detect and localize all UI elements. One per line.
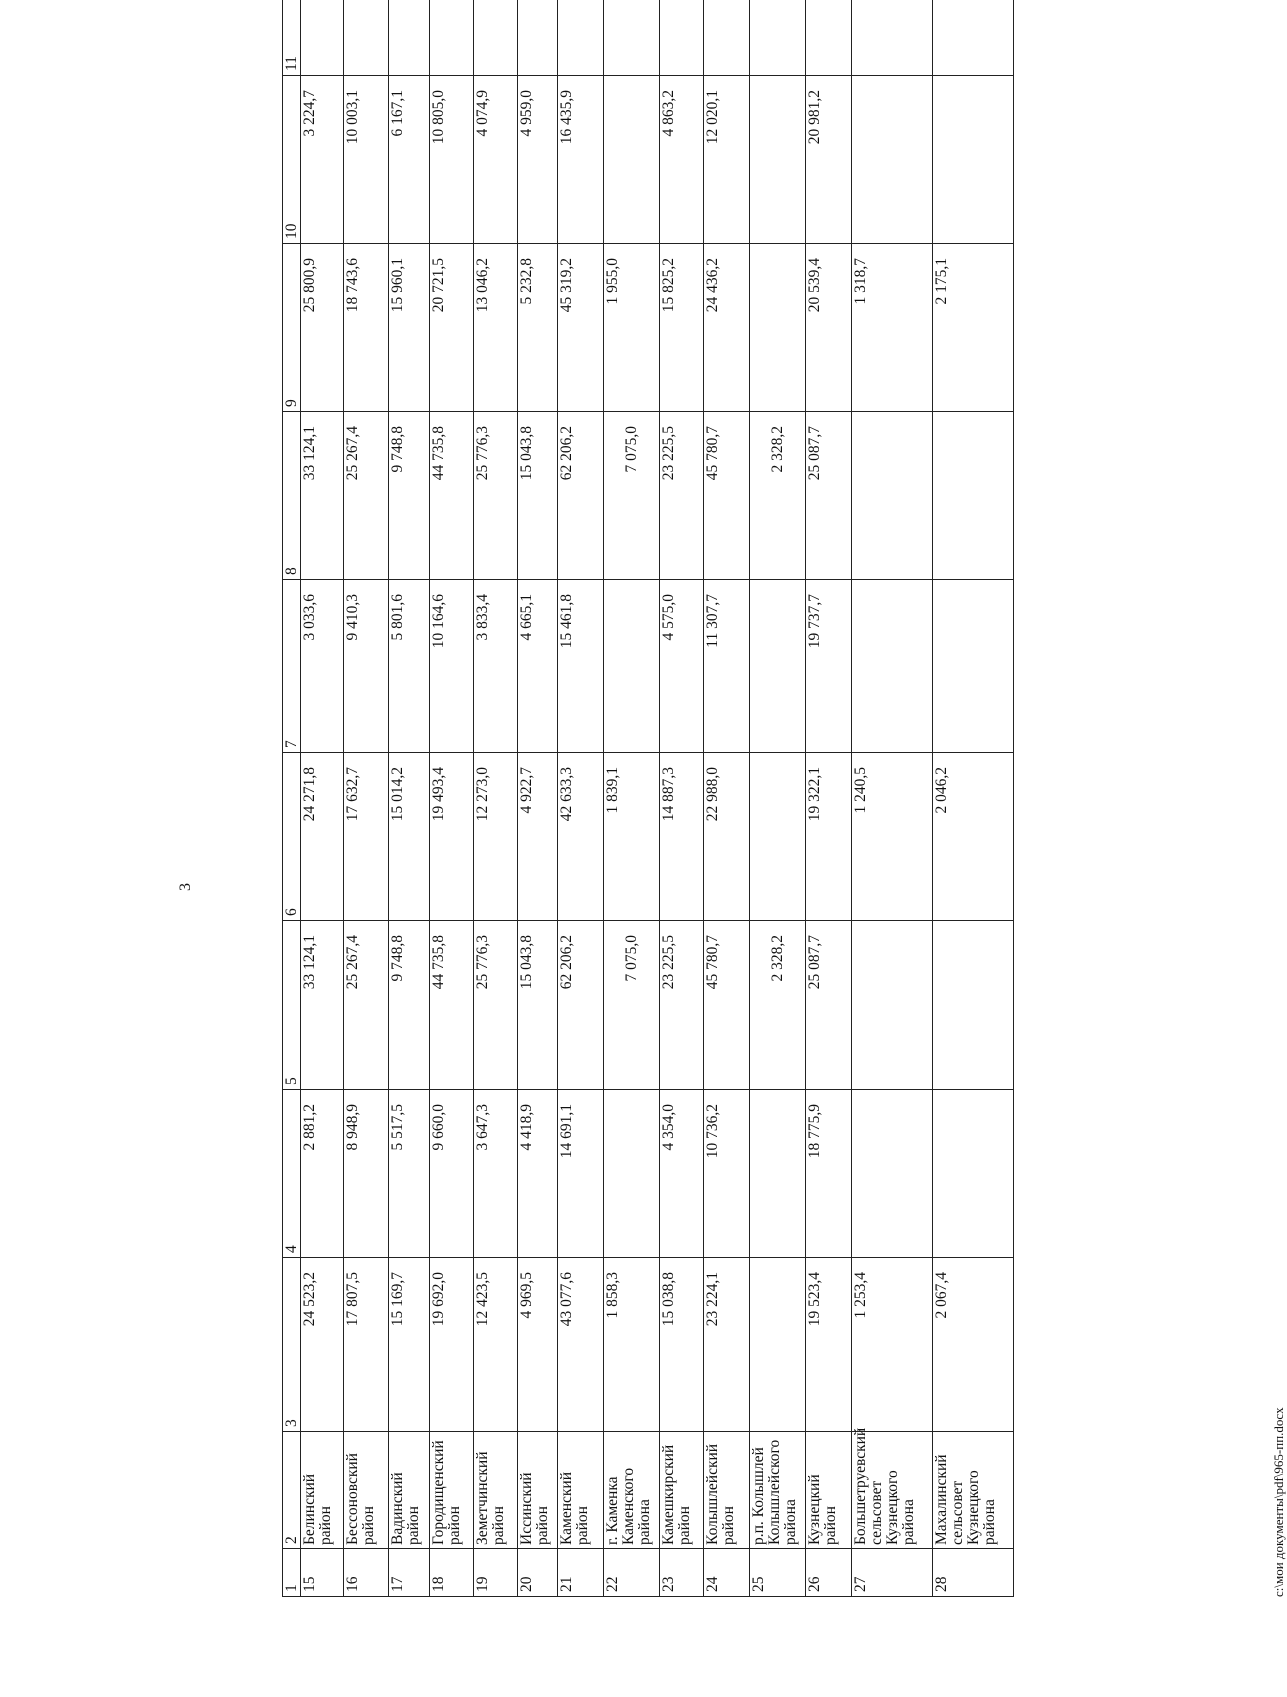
table-row xyxy=(558,0,604,1597)
value-cell: 15 960,1 xyxy=(389,244,430,412)
value-cell: 1 253,4 xyxy=(852,1258,933,1432)
value-cell xyxy=(933,921,1014,1090)
value-cell xyxy=(852,921,933,1090)
value-cell xyxy=(430,0,474,76)
table-row xyxy=(301,0,344,1597)
district-name-cell: Городищенский район xyxy=(430,1432,474,1549)
value-cell xyxy=(704,0,750,76)
table-row xyxy=(474,0,518,1597)
value-cell: 4 074,9 xyxy=(474,76,518,244)
value-cell: 5 232,8 xyxy=(518,244,558,412)
value-cell: 15 169,7 xyxy=(389,1258,430,1432)
value-cell xyxy=(933,412,1014,580)
district-name-cell: Вадинский район xyxy=(389,1432,430,1549)
value-cell: 13 046,2 xyxy=(474,244,518,412)
value-cell: 11 307,7 xyxy=(704,580,750,753)
value-cell xyxy=(806,0,852,76)
column-header: 9 xyxy=(283,244,301,412)
value-cell: 14 887,3 xyxy=(660,753,704,921)
value-cell xyxy=(604,1090,660,1258)
district-name-cell: Кузнецкий район xyxy=(806,1432,852,1549)
district-name-cell: Большетруевский сельсовет Кузнецкого района xyxy=(852,1432,933,1549)
value-cell: 1 858,3 xyxy=(604,1258,660,1432)
district-name-cell: г. Каменка Каменского района xyxy=(604,1432,660,1549)
value-cell xyxy=(750,753,806,921)
value-cell xyxy=(852,1090,933,1258)
value-cell xyxy=(933,76,1014,244)
row-number-cell: 27 xyxy=(852,1549,933,1597)
value-cell: 1 318,7 xyxy=(852,244,933,412)
value-cell: 19 322,1 xyxy=(806,753,852,921)
value-cell: 17 632,7 xyxy=(344,753,389,921)
value-cell: 62 206,2 xyxy=(558,412,604,580)
value-cell: 4 959,0 xyxy=(518,76,558,244)
value-cell xyxy=(750,244,806,412)
value-cell: 4 575,0 xyxy=(660,580,704,753)
value-cell: 15 043,8 xyxy=(518,921,558,1090)
row-number-cell: 28 xyxy=(933,1549,1014,1597)
table-row xyxy=(389,0,430,1597)
value-cell: 23 224,1 xyxy=(704,1258,750,1432)
value-cell: 3 033,6 xyxy=(301,580,344,753)
table-row xyxy=(430,0,474,1597)
value-cell: 12 273,0 xyxy=(474,753,518,921)
value-cell xyxy=(750,580,806,753)
value-cell xyxy=(933,1090,1014,1258)
value-cell xyxy=(389,0,430,76)
page-number: 3 xyxy=(177,883,194,891)
value-cell: 2 175,1 xyxy=(933,244,1014,412)
district-name-cell: Колышлейский район xyxy=(704,1432,750,1549)
row-number-cell: 20 xyxy=(518,1549,558,1597)
row-number-cell: 19 xyxy=(474,1549,518,1597)
value-cell: 12 423,5 xyxy=(474,1258,518,1432)
value-cell xyxy=(344,0,389,76)
value-cell: 22 988,0 xyxy=(704,753,750,921)
value-cell: 1 240,5 xyxy=(852,753,933,921)
value-cell: 24 523,2 xyxy=(301,1258,344,1432)
value-cell: 5 801,6 xyxy=(389,580,430,753)
row-number-cell: 24 xyxy=(704,1549,750,1597)
value-cell: 25 776,3 xyxy=(474,412,518,580)
value-cell: 44 735,8 xyxy=(430,412,474,580)
value-cell: 62 206,2 xyxy=(558,921,604,1090)
column-header: 6 xyxy=(283,753,301,921)
value-cell: 5 517,5 xyxy=(389,1090,430,1258)
value-cell: 33 124,1 xyxy=(301,412,344,580)
value-cell: 10 805,0 xyxy=(430,76,474,244)
value-cell xyxy=(604,0,660,76)
value-cell xyxy=(750,76,806,244)
value-cell xyxy=(604,580,660,753)
value-cell: 15 825,2 xyxy=(660,244,704,412)
value-cell: 19 692,0 xyxy=(430,1258,474,1432)
value-cell: 3 224,7 xyxy=(301,76,344,244)
row-number-cell: 21 xyxy=(558,1549,604,1597)
value-cell xyxy=(852,0,933,76)
column-header: 11 xyxy=(283,0,301,76)
value-cell: 25 087,7 xyxy=(806,921,852,1090)
district-name-cell: Бессоновский район xyxy=(344,1432,389,1549)
value-cell: 9 660,0 xyxy=(430,1090,474,1258)
value-cell: 42 633,3 xyxy=(558,753,604,921)
value-cell: 20 539,4 xyxy=(806,244,852,412)
header-row xyxy=(283,0,301,1597)
table-row xyxy=(704,0,750,1597)
value-cell: 20 981,2 xyxy=(806,76,852,244)
value-cell xyxy=(604,76,660,244)
value-cell: 9 748,8 xyxy=(389,921,430,1090)
value-cell: 45 319,2 xyxy=(558,244,604,412)
value-cell: 15 043,8 xyxy=(518,412,558,580)
value-cell: 4 418,9 xyxy=(518,1090,558,1258)
district-name-cell: Махалинский сельсовет Кузнецкого района xyxy=(933,1432,1014,1549)
value-cell: 2 046,2 xyxy=(933,753,1014,921)
value-cell: 8 948,9 xyxy=(344,1090,389,1258)
value-cell: 12 020,1 xyxy=(704,76,750,244)
row-number-cell: 25 xyxy=(750,1549,806,1597)
value-cell: 33 124,1 xyxy=(301,921,344,1090)
value-cell: 25 267,4 xyxy=(344,412,389,580)
value-cell: 2 328,2 xyxy=(750,412,806,580)
value-cell: 24 271,8 xyxy=(301,753,344,921)
value-cell: 10 003,1 xyxy=(344,76,389,244)
value-cell: 23 225,5 xyxy=(660,412,704,580)
row-number-cell: 22 xyxy=(604,1549,660,1597)
column-header: 8 xyxy=(283,412,301,580)
table-row xyxy=(660,0,704,1597)
rotated-page-content xyxy=(176,56,1286,1597)
value-cell xyxy=(852,580,933,753)
value-cell: 1 955,0 xyxy=(604,244,660,412)
district-name-cell: Камешкирский район xyxy=(660,1432,704,1549)
column-header: 3 xyxy=(283,1258,301,1432)
value-cell xyxy=(933,0,1014,76)
row-number-cell: 26 xyxy=(806,1549,852,1597)
column-header: 4 xyxy=(283,1090,301,1258)
value-cell: 25 267,4 xyxy=(344,921,389,1090)
district-name-cell: р.п. Колышлей Колышлейского района xyxy=(750,1432,806,1549)
column-header: 1 xyxy=(283,1549,301,1597)
table-row xyxy=(806,0,852,1597)
table-row xyxy=(344,0,389,1597)
footer-file-path: c:\мои документы\pdf\965-пп.docx xyxy=(1271,1407,1286,1597)
value-cell: 9 410,3 xyxy=(344,580,389,753)
value-cell: 4 969,5 xyxy=(518,1258,558,1432)
value-cell: 2 328,2 xyxy=(750,921,806,1090)
value-cell: 15 038,8 xyxy=(660,1258,704,1432)
column-header: 2 xyxy=(283,1432,301,1549)
value-cell: 45 780,7 xyxy=(704,412,750,580)
value-cell: 16 435,9 xyxy=(558,76,604,244)
value-cell: 10 164,6 xyxy=(430,580,474,753)
value-cell: 20 721,5 xyxy=(430,244,474,412)
value-cell xyxy=(474,0,518,76)
value-cell xyxy=(750,0,806,76)
value-cell: 4 922,7 xyxy=(518,753,558,921)
row-number-cell: 23 xyxy=(660,1549,704,1597)
value-cell: 3 647,3 xyxy=(474,1090,518,1258)
value-cell xyxy=(852,76,933,244)
column-header: 7 xyxy=(283,580,301,753)
value-cell xyxy=(750,1258,806,1432)
value-cell xyxy=(750,1090,806,1258)
table-row xyxy=(933,0,1014,1597)
value-cell xyxy=(852,412,933,580)
value-cell xyxy=(301,0,344,76)
value-cell: 25 087,7 xyxy=(806,412,852,580)
value-cell: 3 833,4 xyxy=(474,580,518,753)
value-cell xyxy=(518,0,558,76)
column-header: 5 xyxy=(283,921,301,1090)
table-row xyxy=(852,0,933,1597)
value-cell: 19 493,4 xyxy=(430,753,474,921)
value-cell: 7 075,0 xyxy=(604,412,660,580)
value-cell: 19 523,4 xyxy=(806,1258,852,1432)
value-cell xyxy=(558,0,604,76)
value-cell: 43 077,6 xyxy=(558,1258,604,1432)
value-cell xyxy=(660,0,704,76)
district-name-cell: Каменский район xyxy=(558,1432,604,1549)
value-cell: 10 736,2 xyxy=(704,1090,750,1258)
value-cell: 9 748,8 xyxy=(389,412,430,580)
value-cell xyxy=(933,580,1014,753)
value-cell: 23 225,5 xyxy=(660,921,704,1090)
row-number-cell: 18 xyxy=(430,1549,474,1597)
value-cell: 2 881,2 xyxy=(301,1090,344,1258)
value-cell: 7 075,0 xyxy=(604,921,660,1090)
value-cell: 45 780,7 xyxy=(704,921,750,1090)
value-cell: 44 735,8 xyxy=(430,921,474,1090)
district-name-cell: Земетчинский район xyxy=(474,1432,518,1549)
district-name-cell: Белинский район xyxy=(301,1432,344,1549)
value-cell: 15 461,8 xyxy=(558,580,604,753)
value-cell: 15 014,2 xyxy=(389,753,430,921)
value-cell: 18 743,6 xyxy=(344,244,389,412)
table-row xyxy=(518,0,558,1597)
row-number-cell: 15 xyxy=(301,1549,344,1597)
table-row xyxy=(604,0,660,1597)
value-cell: 24 436,2 xyxy=(704,244,750,412)
value-cell: 14 691,1 xyxy=(558,1090,604,1258)
value-cell: 17 807,5 xyxy=(344,1258,389,1432)
value-cell: 1 839,1 xyxy=(604,753,660,921)
value-cell: 25 776,3 xyxy=(474,921,518,1090)
data-table xyxy=(282,0,1014,1597)
value-cell: 4 665,1 xyxy=(518,580,558,753)
value-cell: 4 863,2 xyxy=(660,76,704,244)
value-cell: 2 067,4 xyxy=(933,1258,1014,1432)
column-header: 10 xyxy=(283,76,301,244)
row-number-cell: 16 xyxy=(344,1549,389,1597)
value-cell: 25 800,9 xyxy=(301,244,344,412)
value-cell: 19 737,7 xyxy=(806,580,852,753)
value-cell: 6 167,1 xyxy=(389,76,430,244)
table-row xyxy=(750,0,806,1597)
value-cell: 18 775,9 xyxy=(806,1090,852,1258)
row-number-cell: 17 xyxy=(389,1549,430,1597)
value-cell: 4 354,0 xyxy=(660,1090,704,1258)
district-name-cell: Иссинский район xyxy=(518,1432,558,1549)
